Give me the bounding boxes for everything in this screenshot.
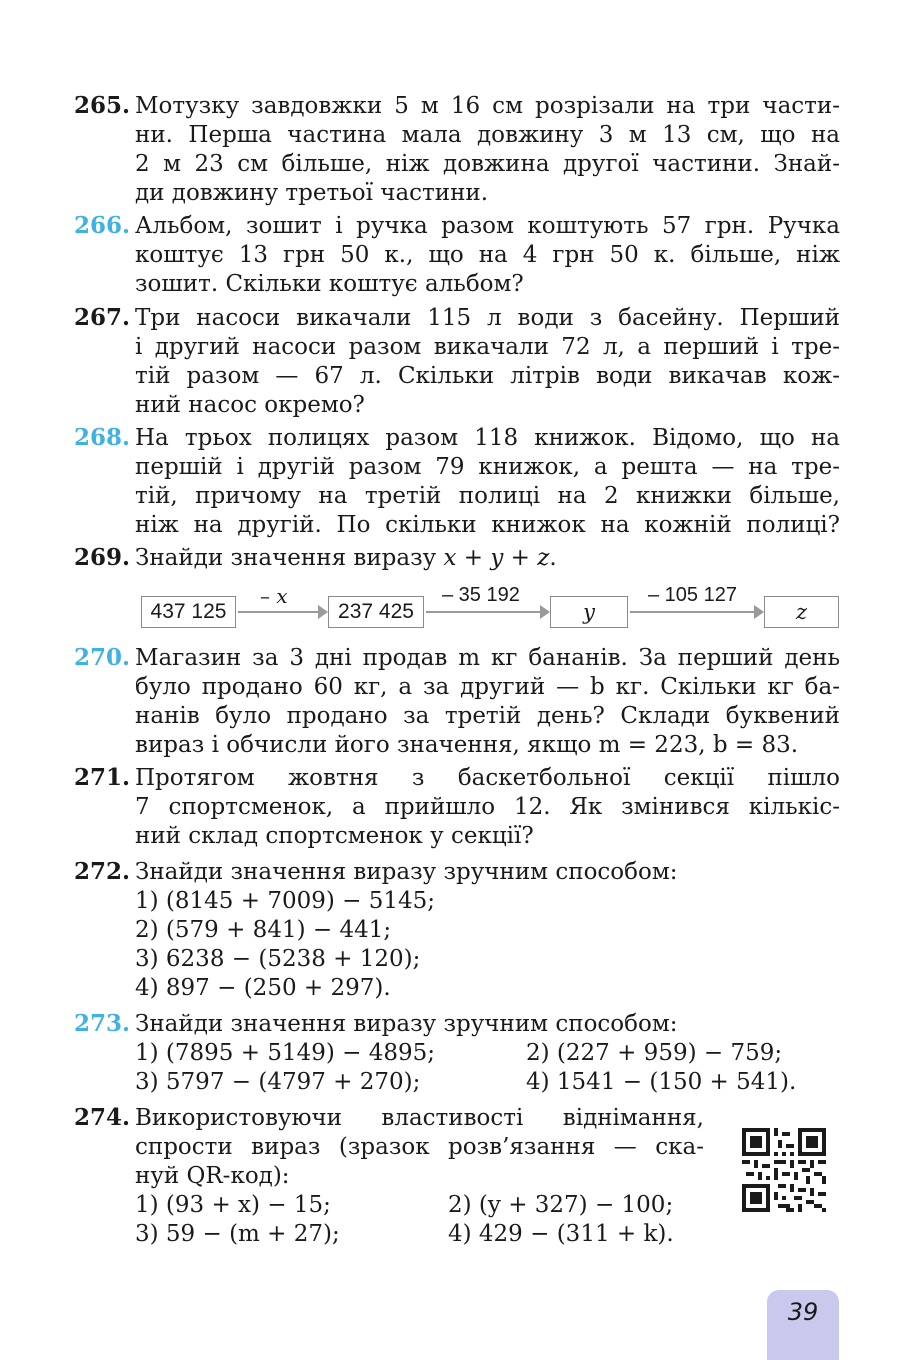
item: 2) (227 + 959) − 759; [526, 1040, 783, 1066]
chain-arrow [630, 584, 762, 613]
problem-266 [74, 212, 840, 299]
item: 4) 429 − (311 + k). [448, 1221, 674, 1247]
problem-number: 268. [74, 424, 131, 451]
text-line: вираз і обчисли його значення, якщо m = 223, b = 83. [135, 732, 799, 758]
problem-number: 266. [74, 212, 131, 239]
problem-267 [74, 304, 840, 420]
problem-number: 274. [74, 1104, 131, 1131]
text-line: Альбом, зошит і ручка разом коштують 57 грн. Ручка [135, 213, 840, 239]
items-row [135, 1220, 704, 1249]
item: 1) (93 + x) − 15; [135, 1192, 331, 1218]
chain-box-2: 237 425 [328, 596, 424, 628]
problem-number: 270. [74, 644, 131, 671]
chain-arrow [426, 584, 548, 613]
chain-box-y: y [550, 596, 628, 628]
problem-265 [74, 92, 840, 208]
text-line: На трьох полицях разом 118 книжок. Відомо, що на [135, 425, 840, 451]
text-line: нуй QR-код): [135, 1163, 290, 1189]
problem-number: 269. [74, 544, 131, 571]
page-number: 39 [787, 1298, 819, 1326]
problem-272 [74, 858, 840, 1003]
item: 3) 59 − (m + 27); [135, 1221, 340, 1247]
text-line: спрости вираз (зразок розв’язання — ска- [135, 1134, 704, 1160]
chain-op: – 35 192 [442, 584, 520, 606]
problem-268 [74, 424, 840, 540]
problem-number: 267. [74, 304, 131, 331]
text-line: ни. Перша частина мала довжину 3 м 13 см, що на [135, 122, 840, 148]
item: 4) 1541 − (150 + 541). [526, 1069, 797, 1095]
item: 2) (y + 327) − 100; [448, 1192, 674, 1218]
item: 1) (7895 + 5149) − 4895; [135, 1040, 435, 1066]
chain-box-start: 437 125 [141, 596, 236, 628]
chain-op: – 105 127 [648, 584, 737, 606]
text-line: 7 спортсменок, а прийшло 12. Як змінився кількіс- [135, 794, 840, 820]
text-line: тій разом — 67 л. Скільки літрів води викачав кож- [135, 363, 840, 389]
problem-270 [74, 644, 840, 760]
items-row [135, 1068, 840, 1097]
text-line: Протягом жовтня з баскетбольної секції пішло [135, 765, 840, 791]
item: 3) 6238 − (5238 + 120); [135, 946, 421, 972]
text-line: і другий насоси разом викачали 72 л, а перший і тре- [135, 334, 840, 360]
item: 4) 897 − (250 + 297). [135, 975, 391, 1001]
text-line: Три насоси викачали 115 л води з басейну. Перший [135, 305, 840, 331]
text-line: було продано 60 кг, а за другий — b кг. Скільки кг ба- [135, 674, 840, 700]
items-row [135, 1039, 840, 1068]
text-line: коштує 13 грн 50 к., що на 4 грн 50 к. більше, ніж [135, 242, 840, 268]
item: 2) (579 + 841) − 441; [135, 917, 392, 943]
qr-code-icon[interactable] [742, 1128, 826, 1212]
problem-number: 265. [74, 92, 131, 119]
operation-chain [141, 584, 841, 632]
chain-arrow [238, 584, 326, 613]
text-line: першій і другій разом 79 книжок, а решта — на тре- [135, 454, 840, 480]
period: . [549, 545, 557, 571]
text-line: ніж на другій. По скільки книжок на кожній полиці? [135, 512, 840, 538]
text-line: ди довжину третьої частини. [135, 180, 489, 206]
text-line: нанів було продано за третій день? Склади буквений [135, 703, 840, 729]
problem-271 [74, 764, 840, 851]
problem-number: 271. [74, 764, 131, 791]
items-row [135, 1191, 704, 1220]
text-line: Магазин за 3 дні продав m кг бананів. За перший день [135, 645, 840, 671]
page-number-tab [767, 1290, 839, 1360]
problem-274 [74, 1104, 704, 1249]
item: 1) (8145 + 7009) − 5145; [135, 888, 435, 914]
text-line: 2 м 23 см більше, ніж довжина другої частини. Знай- [135, 151, 840, 177]
text-line: тій, причому на третій полиці на 2 книжки більше, [135, 483, 840, 509]
problem-269 [74, 544, 840, 573]
problem-number: 272. [74, 858, 131, 885]
text-line: зошит. Скільки коштує альбом? [135, 271, 524, 297]
chain-op: – x [260, 584, 288, 608]
text-line: Використовуючи властивості віднімання, [135, 1105, 704, 1131]
text-line: Мотузку завдовжки 5 м 16 см розрізали на три части- [135, 93, 840, 119]
problem-number: 273. [74, 1010, 131, 1037]
problem-text: Знайди значення виразу [135, 545, 444, 571]
problem-intro: Знайди значення виразу зручним способом: [135, 859, 678, 885]
problem-273 [74, 1010, 840, 1097]
expression: x + y + z [443, 545, 550, 571]
text-line: ний насос окремо? [135, 392, 365, 418]
item: 3) 5797 − (4797 + 270); [135, 1069, 421, 1095]
text-line: ний склад спортсменок у секції? [135, 823, 534, 849]
problem-intro: Знайди значення виразу зручним способом: [135, 1011, 678, 1037]
chain-box-z: z [764, 596, 839, 628]
